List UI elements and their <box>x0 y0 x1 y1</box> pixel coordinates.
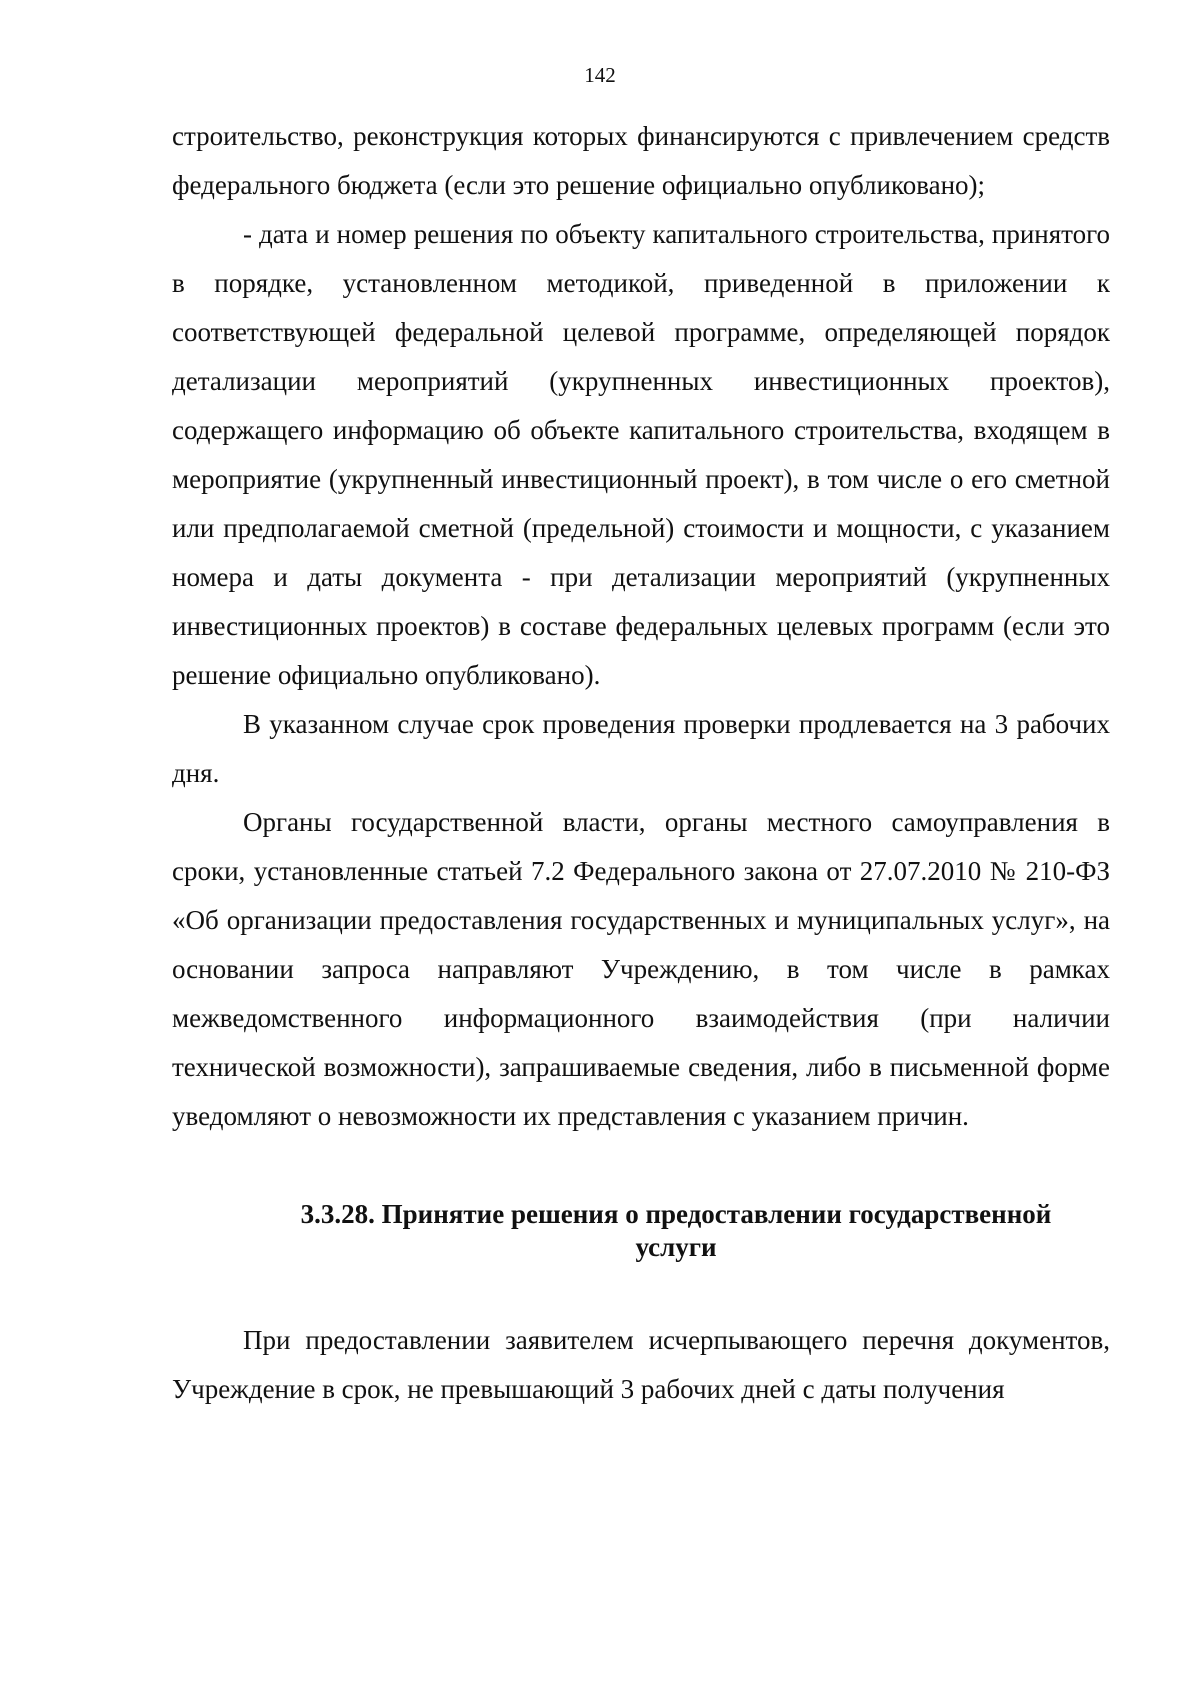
page-number: 142 <box>584 63 616 87</box>
paragraph-after-heading: При предоставлении заявителем исчерпывающего перечня документов, Учреждение в срок, не превышающий 3 рабочих дней с даты получения <box>172 1325 1110 1404</box>
section-heading-line-1: 3.3.28. Принятие решения о предоставлении государственной <box>300 1199 1052 1229</box>
section-heading-line-2: услуги <box>635 1232 717 1262</box>
paragraph-decision-details: - дата и номер решения по объекту капитального строительства, принятого в порядке, установленном методикой, приведенной в приложении к соответствующей федеральной целевой программе, определяющей порядок детализации мероприятий (укрупненных инвестиционных проектов), содержащего информацию об объекте капитального строительства, входящем в мероприятие (укрупненный инвестиционный проект), в том числе о его сметной или предполагаемой сметной (предельной) стоимости и мощности, с указанием номера и даты документа - при детализации мероприятий (укрупненных инвестиционных проектов) в составе федеральных целевых программ (если это решение официально опубликовано). <box>172 219 1110 690</box>
paragraph-authorities-response: Органы государственной власти, органы местного самоуправления в сроки, установленные статьей 7.2 Федерального закона от 27.07.2010 № 210-ФЗ «Об организации предоставления государственных и муниципальных услуг», на основании запроса направляют Учреждению, в том числе в рамках межведомственного информационного взаимодействия (при наличии технической возможности), запрашиваемые сведения, либо в письменной форме уведомляют о невозможности их представления с указанием причин. <box>172 807 1110 1131</box>
paragraph-check-extension: В указанном случае срок проведения проверки продлевается на 3 рабочих дня. <box>172 709 1110 788</box>
paragraph-continuation: строительство, реконструкция которых финансируются с привлечением средств федерального бюджета (если это решение официально опубликовано); <box>172 121 1110 200</box>
section-heading <box>172 1198 1110 1264</box>
page-body <box>172 112 1110 1414</box>
